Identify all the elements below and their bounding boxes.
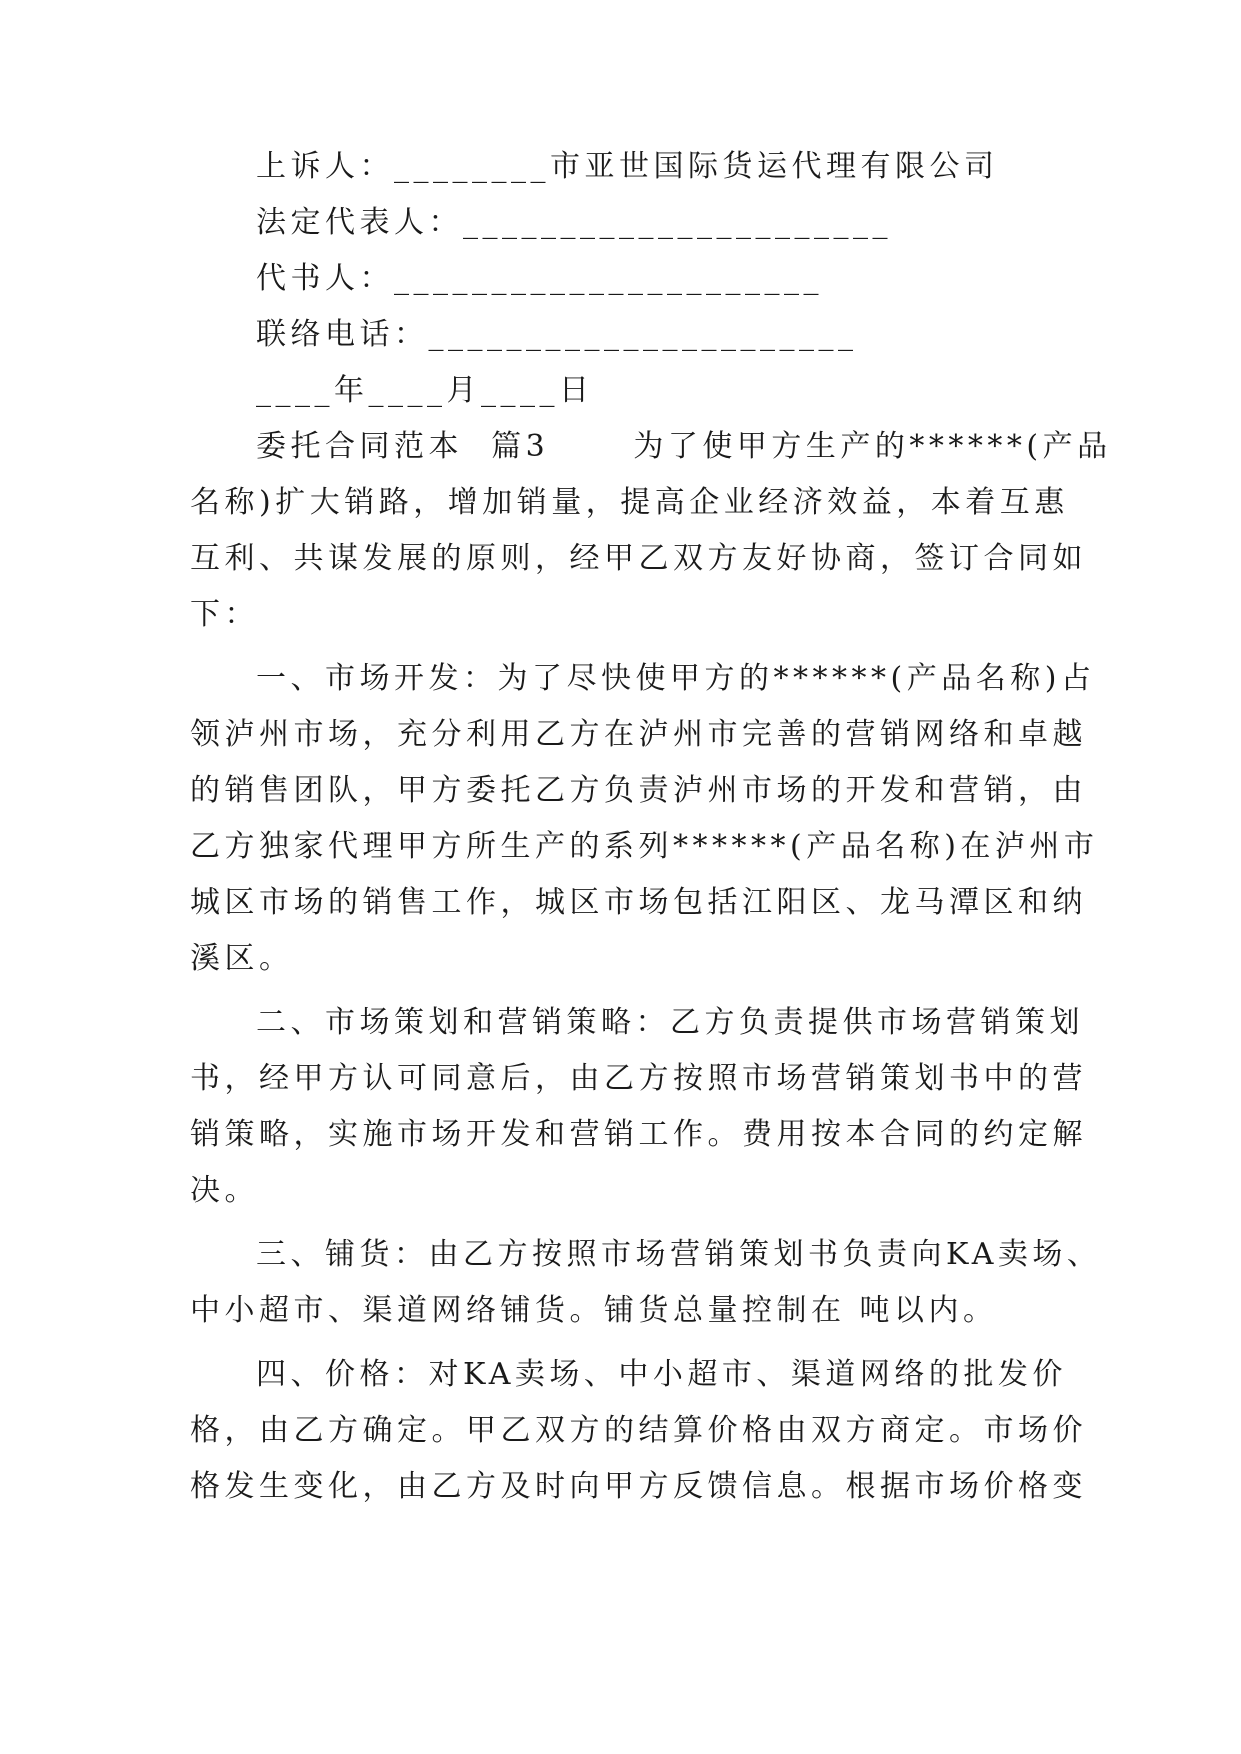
appellant-line: 上诉人：________市亚世国际货运代理有限公司 <box>256 149 999 184</box>
section-marketing-strategy-line: 二、市场策划和营销策略：乙方负责提供市场营销策划 <box>256 1005 1084 1040</box>
intro-paragraph-line: 名称)扩大销路，增加销量，提高企业经济效益，本着互惠 <box>190 485 1069 520</box>
section-distribution-line: 中小超市、渠道网络铺货。铺货总量控制在 吨以内。 <box>190 1293 998 1328</box>
section-marketing-strategy-line: 销策略，实施市场开发和营销工作。费用按本合同的约定解 <box>190 1117 1087 1152</box>
section-market-development-line: 领泸州市场，充分利用乙方在泸州市完善的营销网络和卓越 <box>190 717 1087 752</box>
section-marketing-strategy-line: 决。 <box>190 1173 259 1208</box>
section-market-development-line: 的销售团队，甲方委托乙方负责泸州市场的开发和营销，由 <box>190 773 1087 808</box>
section-price-line: 四、价格：对KA卖场、中小超市、渠道网络的批发价 <box>256 1357 1067 1392</box>
section-market-development-line: 一、市场开发：为了尽快使甲方的******(产品名称)占 <box>256 661 1096 696</box>
intro-paragraph-line: 互利、共谋发展的原则，经甲乙双方友好协商，签订合同如 <box>190 541 1087 576</box>
section-price-line: 格发生变化，由乙方及时向甲方反馈信息。根据市场价格变 <box>190 1469 1087 1504</box>
section-market-development-line: 乙方独家代理甲方所生产的系列******(产品名称)在泸州市 <box>190 829 1099 864</box>
contact-phone-line: 联络电话：______________________ <box>256 317 858 352</box>
section-market-development-line: 溪区。 <box>190 941 294 976</box>
scribe-line: 代书人：______________________ <box>256 261 823 296</box>
intro-paragraph-line: 委托合同范本 篇3 为了使甲方生产的******(产品 <box>256 429 1112 464</box>
legal-representative-line: 法定代表人：______________________ <box>256 205 892 240</box>
section-price-line: 格，由乙方确定。甲乙双方的结算价格由双方商定。市场价 <box>190 1413 1087 1448</box>
section-distribution-line: 三、铺货：由乙方按照市场营销策划书负责向KA卖场、 <box>256 1237 1102 1272</box>
section-market-development-line: 城区市场的销售工作，城区市场包括江阳区、龙马潭区和纳 <box>190 885 1087 920</box>
date-line: ____年____月____日 <box>256 373 594 408</box>
section-marketing-strategy-line: 书，经甲方认可同意后，由乙方按照市场营销策划书中的营 <box>190 1061 1087 1096</box>
intro-paragraph-line: 下： <box>190 597 259 632</box>
